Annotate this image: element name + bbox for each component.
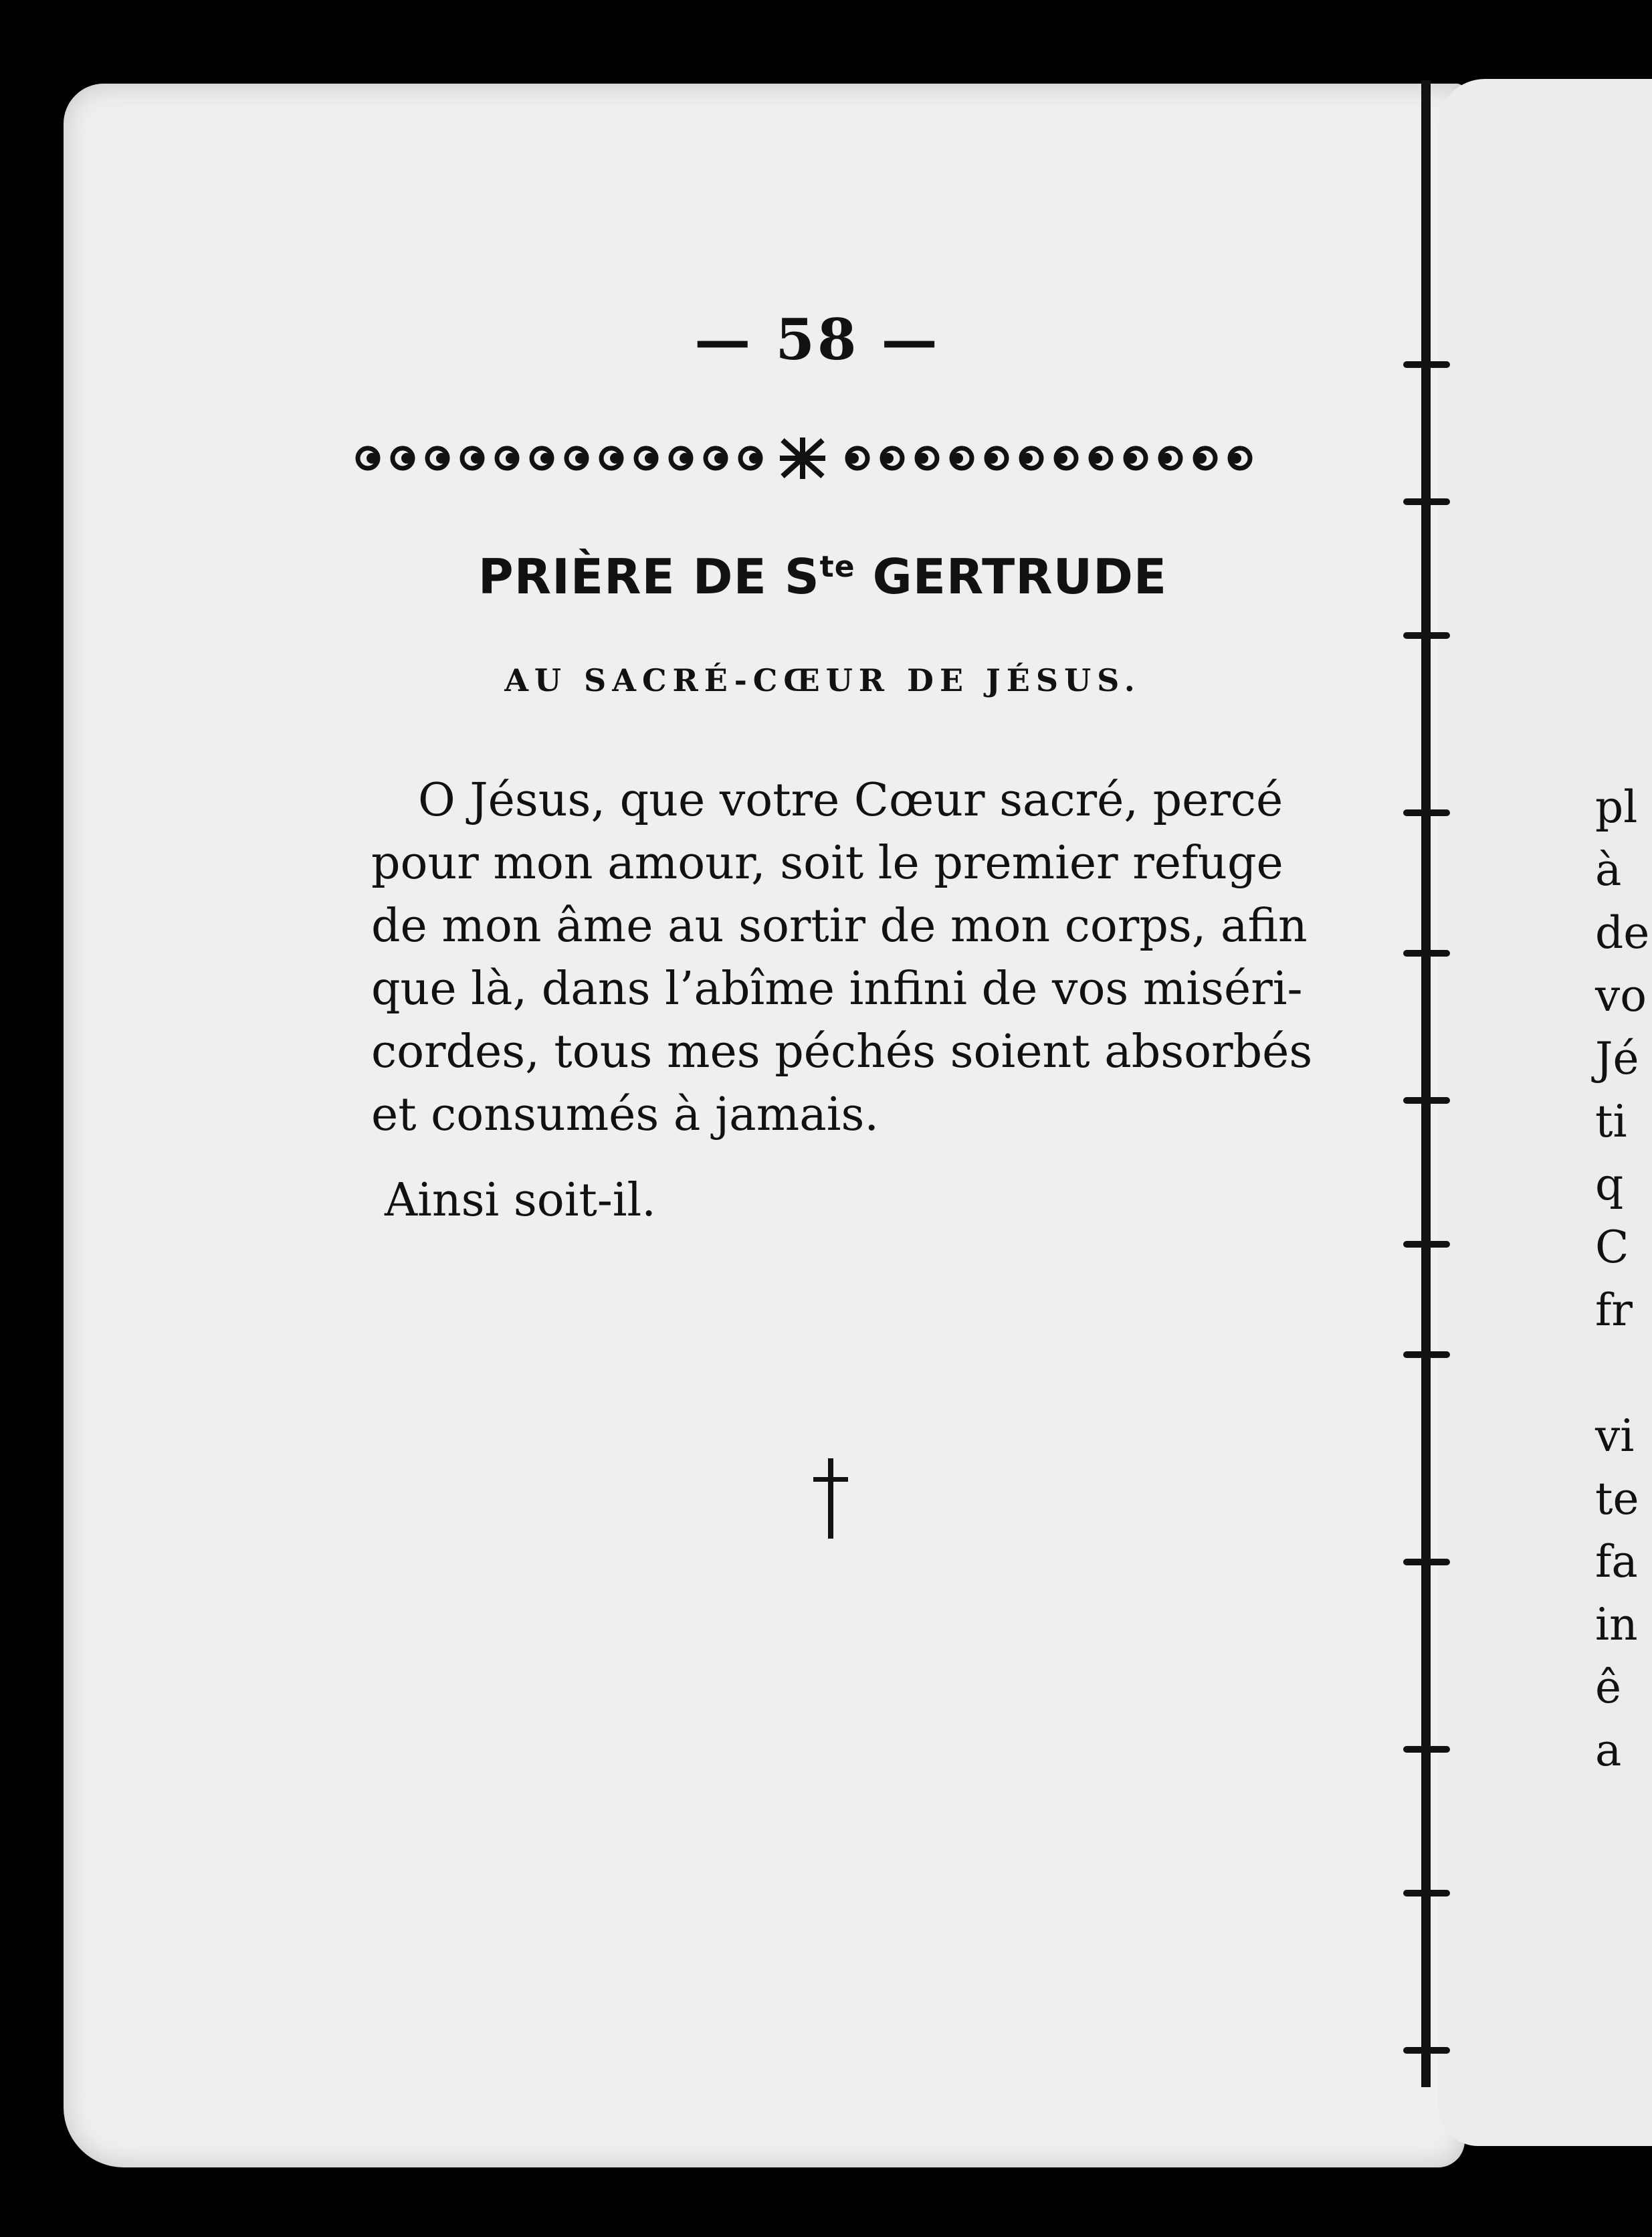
body-line: de mon âme au sortir de mon corps, afin	[371, 900, 1308, 953]
fragment: q	[1595, 1159, 1624, 1210]
cross-icon	[811, 1458, 851, 1539]
fragment: fa	[1595, 1536, 1638, 1587]
body-line: O Jésus, que votre Cœur sacré, percé	[418, 774, 1283, 827]
closing-line: Ainsi soit-il.	[385, 1174, 656, 1227]
stitch-mark	[1403, 632, 1450, 639]
stitch-mark	[1403, 1241, 1450, 1248]
fragment: de	[1595, 907, 1650, 959]
stitch-mark	[1403, 809, 1450, 816]
title-end: GERTRUDE	[855, 549, 1168, 605]
body-line: cordes, tous mes péchés soient absorbés	[371, 1026, 1313, 1078]
body-line: pour mon amour, soit le premier refuge	[371, 837, 1283, 890]
book-spine	[1421, 80, 1431, 2087]
fragment: C	[1595, 1222, 1629, 1273]
fragment: in	[1595, 1599, 1638, 1650]
stitch-mark	[1403, 1351, 1450, 1358]
fragment: à	[1595, 844, 1622, 896]
stitch-mark	[1403, 1746, 1450, 1753]
stitch-mark	[1403, 1890, 1450, 1896]
stitch-mark	[1403, 2047, 1450, 2054]
fragment: ê	[1595, 1662, 1622, 1713]
body-line: que là, dans l’abîme infini de vos miséri-	[371, 963, 1303, 1015]
title-main: PRIÈRE DE S	[478, 549, 820, 605]
stitch-mark	[1403, 498, 1450, 505]
fragment: a	[1595, 1725, 1622, 1776]
fragment: vo	[1595, 970, 1647, 1022]
right-page-text-fragments	[1595, 776, 1650, 1782]
body-line: et consumés à jamais.	[371, 1088, 879, 1141]
title-superscript: te	[819, 550, 855, 584]
stitch-mark	[1403, 950, 1450, 957]
page-number: — 58 —	[694, 306, 940, 373]
stitch-mark	[1403, 1097, 1450, 1104]
prayer-subtitle: AU SACRÉ-CŒUR DE JÉSUS.	[504, 662, 1141, 698]
fragment: Jé	[1595, 1033, 1639, 1084]
prayer-body	[371, 769, 1313, 1147]
fragment: te	[1595, 1473, 1639, 1525]
stitch-mark	[1403, 1559, 1450, 1565]
fragment	[1595, 1342, 1635, 1405]
ornament-divider	[354, 435, 1271, 482]
fragment: pl	[1595, 781, 1638, 833]
fragment: vi	[1595, 1410, 1635, 1462]
fragment: fr	[1595, 1284, 1633, 1336]
fragment: ti	[1595, 1096, 1627, 1147]
